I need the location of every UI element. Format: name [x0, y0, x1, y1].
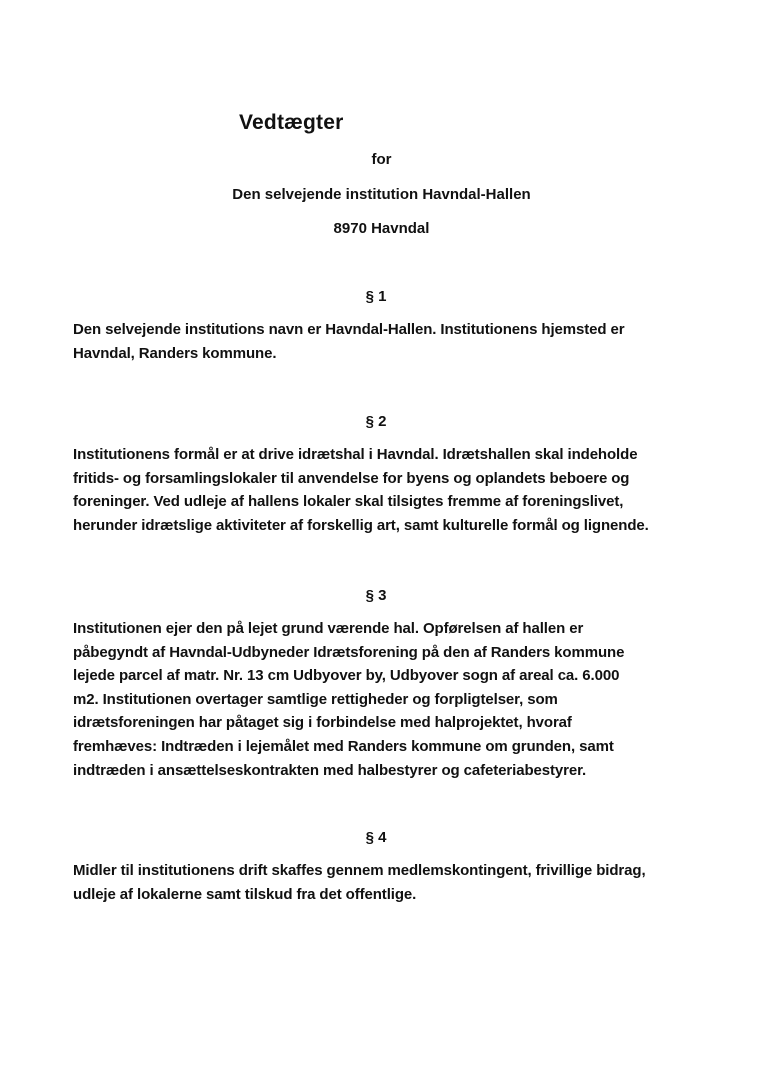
- subtitle-for: for: [371, 151, 392, 168]
- text-line: herunder idrætslige aktiviteter af forskellig art, samt kulturelle formål og lignende.: [73, 516, 649, 534]
- section-4-heading: § 4: [365, 829, 387, 846]
- section-1-heading: § 1: [365, 288, 387, 305]
- text-line: Havndal, Randers kommune.: [73, 344, 277, 362]
- section-2-heading: § 2: [365, 413, 387, 430]
- text-line: indtræden i ansættelseskontrakten med halbestyrer og cafeteriabestyrer.: [73, 761, 587, 779]
- text-line: fritids- og forsamlingslokaler til anvendelse for byens og oplandets beboere og: [73, 469, 630, 487]
- text-line: idrætsforeningen har påtaget sig i forbindelse med halprojektet, hvoraf: [73, 714, 572, 732]
- text-line: Den selvejende institutions navn er Havndal-Hallen. Institutionens hjemsted er: [73, 321, 625, 338]
- institution-name: Den selvejende institution Havndal-Hallen: [232, 186, 531, 203]
- text-line: påbegyndt af Havndal-Udbyneder Idrætsforening på den af Randers kommune: [73, 643, 625, 661]
- text-line: fremhæves: Indtræden i lejemålet med Randers kommune om grunden, samt: [73, 737, 614, 755]
- section-4-text: [73, 859, 713, 906]
- text-line: udleje af lokalerne samt tilskud fra det offentlige.: [73, 885, 417, 903]
- document-title: Vedtægter: [239, 111, 344, 134]
- text-line: lejede parcel af matr. Nr. 13 cm Udbyover by, Udbyover sogn af areal ca. 6.000: [73, 667, 620, 685]
- text-line: m2. Institutionen overtager samtlige rettigheder og forpligtelser, som: [73, 690, 558, 708]
- section-3-text: [73, 617, 713, 782]
- text-line: foreninger. Ved udleje af hallens lokaler skal tilsigtes fremme af foreningslivet,: [73, 493, 624, 511]
- text-line: Midler til institutionens drift skaffes gennem medlemskontingent, frivillige bidrag,: [73, 862, 646, 879]
- section-3-heading: § 3: [365, 587, 387, 604]
- section-2-text: [73, 443, 713, 537]
- institution-address: 8970 Havndal: [333, 220, 430, 237]
- text-line: Institutionens formål er at drive idrætshal i Havndal. Idrætshallen skal indeholde: [73, 446, 638, 463]
- section-1-text: [73, 318, 713, 365]
- text-line: Institutionen ejer den på lejet grund værende hal. Opførelsen af hallen er: [73, 620, 584, 637]
